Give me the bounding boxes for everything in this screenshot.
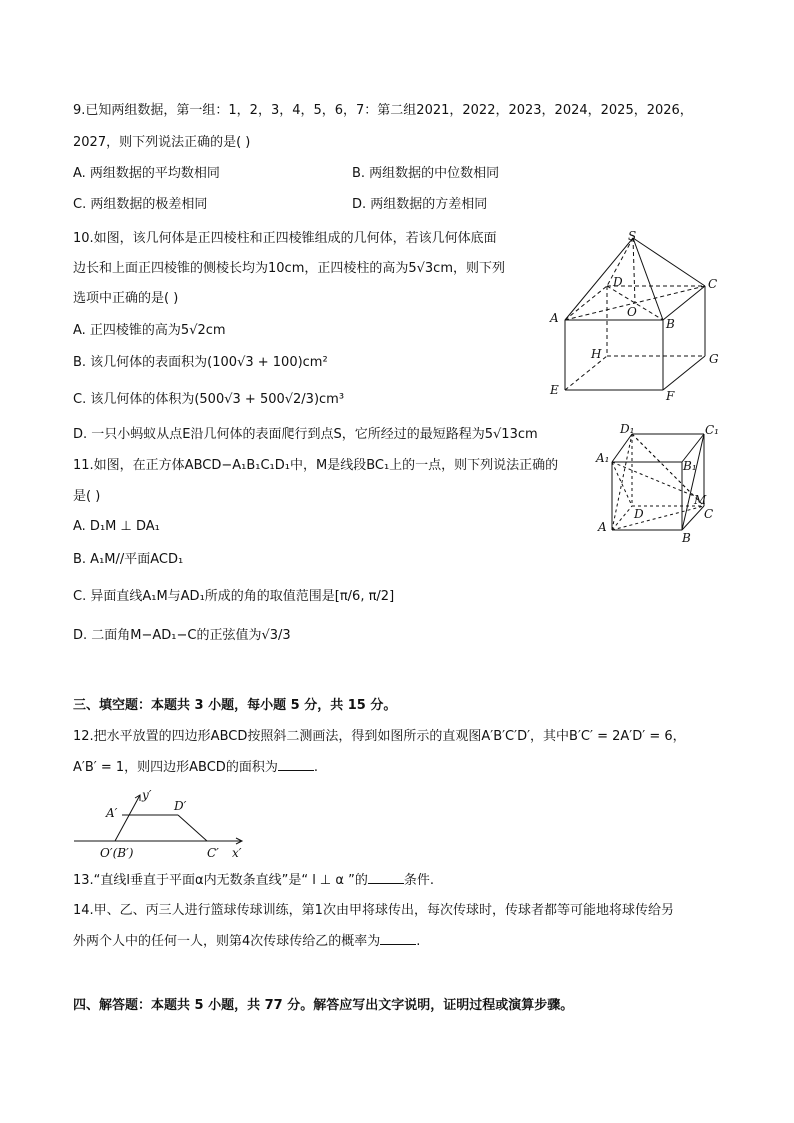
q11-stem-line1: 11.如图，在正方体ABCD−A₁B₁C₁D₁中，M是线段BC₁上的一点，则下列说法正确的 xyxy=(73,458,559,473)
q10-label-O: O xyxy=(627,305,637,319)
q11-option-c: C. 异面直线A₁M与AD₁所成的角的取值范围是[π/6, π/2] xyxy=(73,589,395,604)
q11-label-B1: B₁ xyxy=(683,459,697,473)
q12-label-D: D′ xyxy=(174,799,187,813)
q10-stem-line1: 10.如图，该几何体是正四棱柱和正四棱锥组成的几何体，若该几何体底面 xyxy=(73,231,497,246)
q12-label-C: C′ xyxy=(207,846,219,860)
q10-option-b: B. 该几何体的表面积为(100√3 + 100)cm² xyxy=(73,355,328,370)
q12-answer-blank[interactable] xyxy=(278,758,314,771)
q10-label-B: B xyxy=(666,317,675,331)
q11-stem-line2: 是( ) xyxy=(73,489,101,504)
q11-label-B: B xyxy=(682,531,691,545)
q9-stem-line2: 2027，则下列说法正确的是( ) xyxy=(73,135,251,150)
q14-stem-line2 xyxy=(73,932,420,951)
q11-label-M: M xyxy=(694,493,707,507)
q12-stem-end: . xyxy=(313,760,318,775)
q11-label-C1: C₁ xyxy=(705,423,719,437)
q11-label-C: C xyxy=(704,507,714,521)
q10-option-a: A. 正四棱锥的高为5√2cm xyxy=(73,323,226,338)
q14-answer-blank[interactable] xyxy=(380,932,416,945)
q9-stem-line1: 9.已知两组数据，第一组：1，2，3，4，5，6，7：第二组2021，2022，2023，2024，2025，2026， xyxy=(73,103,693,118)
q9-option-d: D. 两组数据的方差相同 xyxy=(352,197,488,212)
q10-label-C: C xyxy=(708,277,718,291)
q13-text-end: 条件. xyxy=(403,873,434,888)
q9-option-a: A. 两组数据的平均数相同 xyxy=(73,166,220,181)
q11-option-d: D. 二面角M−AD₁−C的正弦值为√3/3 xyxy=(73,628,291,643)
q10-label-G: G xyxy=(709,352,719,366)
q10-figure xyxy=(540,228,740,404)
q11-option-a: A. D₁M ⊥ DA₁ xyxy=(73,519,160,534)
q10-stem-line3: 选项中正确的是( ) xyxy=(73,291,179,306)
q11-option-b: B. A₁M//平面ACD₁ xyxy=(73,552,184,567)
q10-option-d: D. 一只小蚂蚁从点E沿几何体的表面爬行到点S，它所经过的最短路程为5√13cm xyxy=(73,427,538,442)
q13-text: 13.“直线l垂直于平面α内无数条直线”是“ l ⊥ α ”的 xyxy=(73,873,368,888)
q10-option-c: C. 该几何体的体积为(500√3 + 500√2/3)cm³ xyxy=(73,392,345,407)
q12-stem-line1: 12.把水平放置的四边形ABCD按照斜二测画法，得到如图所示的直观图A′B′C′D′，其中B′C′ = 2A′D′ = 6， xyxy=(73,729,686,744)
q10-stem-line2: 边长和上面正四棱锥的侧棱长均为10cm，正四棱柱的高为5√3cm，则下列 xyxy=(73,261,505,276)
q14-stem-line1: 14.甲、乙、丙三人进行篮球传球训练，第1次由甲将球传出，每次传球时，传球者都等可能地将球传给另 xyxy=(73,903,674,918)
q10-label-F: F xyxy=(666,389,675,403)
section4-heading: 四、解答题：本题共 5 小题，共 77 分。解答应写出文字说明，证明过程或演算步骤。 xyxy=(73,998,574,1013)
q11-label-A1: A₁ xyxy=(596,451,610,465)
q14-text: 外两个人中的任何一人，则第4次传球传给乙的概率为 xyxy=(73,934,381,949)
q12-label-y: y′ xyxy=(142,788,152,802)
q12-label-O-B: O′(B′) xyxy=(100,846,134,860)
q11-label-A: A xyxy=(598,520,607,534)
q12-label-A: A′ xyxy=(106,806,118,820)
q12-figure xyxy=(70,783,260,863)
q9-option-c: C. 两组数据的极差相同 xyxy=(73,197,208,212)
q12-label-x: x′ xyxy=(232,846,242,860)
q10-label-H: H xyxy=(591,347,602,361)
section3-heading: 三、填空题：本题共 3 小题，每小题 5 分，共 15 分。 xyxy=(73,698,397,713)
q11-label-D: D xyxy=(634,507,644,521)
q11-label-D1: D₁ xyxy=(620,422,635,436)
q12-stem-text: A′B′ = 1，则四边形ABCD的面积为 xyxy=(73,760,278,775)
q12-stem-line2 xyxy=(73,758,318,777)
q13-answer-blank[interactable] xyxy=(368,871,404,884)
q11-figure xyxy=(594,418,724,546)
q10-label-E: E xyxy=(550,383,559,397)
q10-label-D: D xyxy=(613,275,623,289)
q9-option-b: B. 两组数据的中位数相同 xyxy=(352,166,500,181)
q10-label-A: A xyxy=(550,311,559,325)
q14-text-end: . xyxy=(416,934,421,949)
q10-label-S: S xyxy=(628,229,637,243)
q13-stem xyxy=(73,871,434,890)
